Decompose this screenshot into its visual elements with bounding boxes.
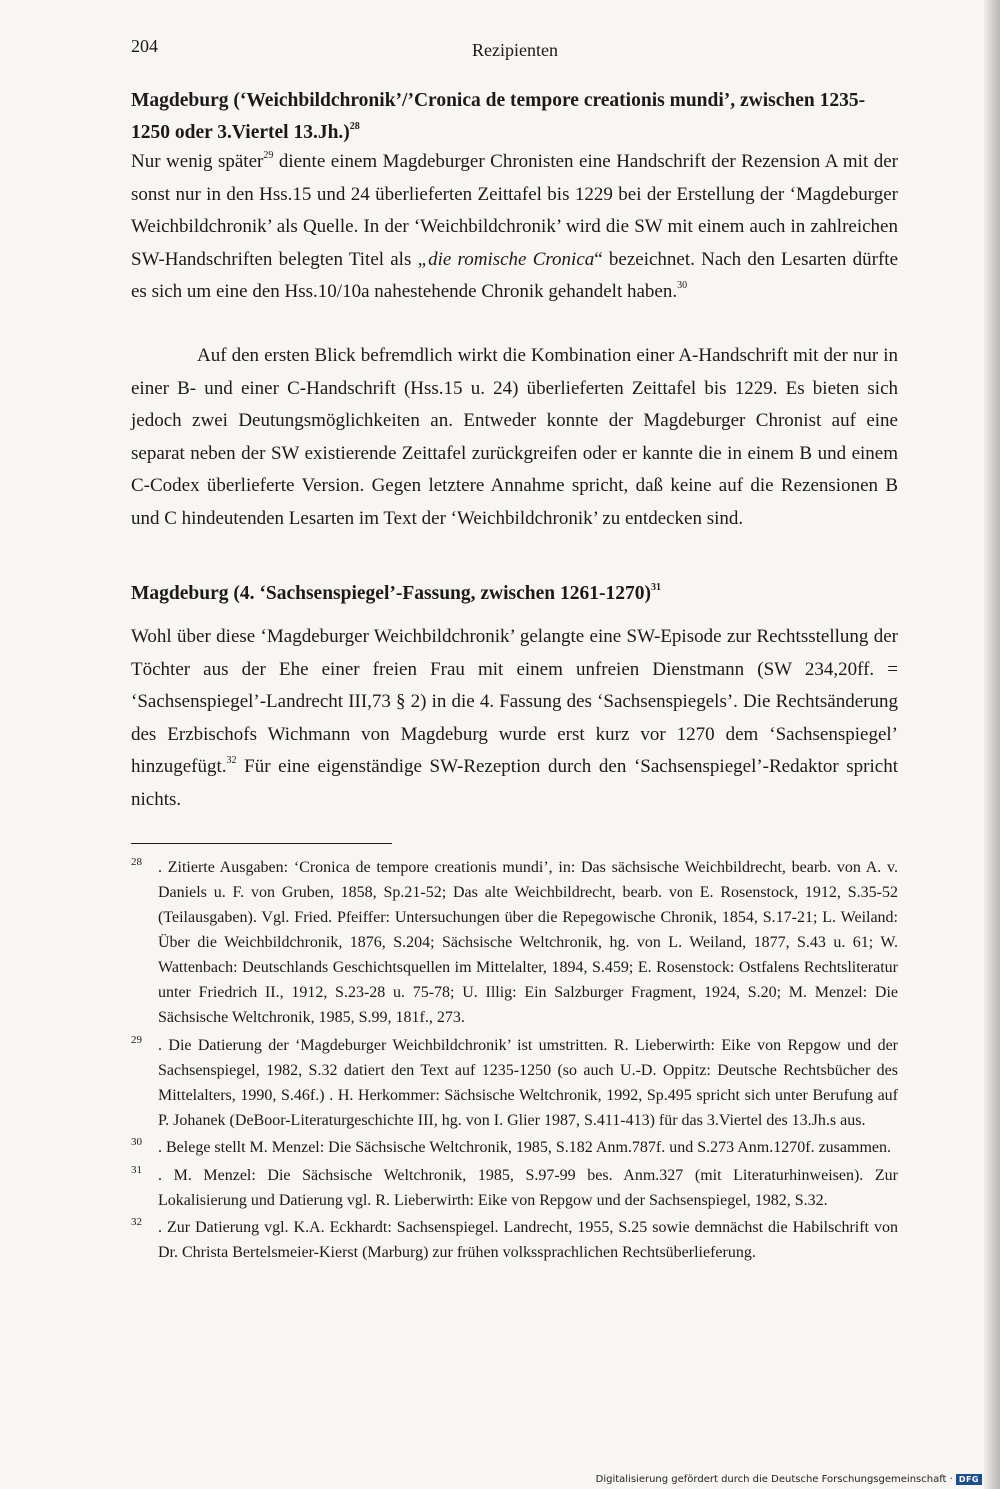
footnote: 28 . Zitierte Ausgaben: ‘Cronica de tempore creationis mundi’, in: Das sächsische Weichbildrecht, bearb. von A. v. Daniels u. F. von Gruben, 1858, Sp.21-52; Das alte Weichbildrecht, bearb. von E. Rosenstock, 1912, S.35-52 (Teilausgaben). Vgl. Fried. Pfeiffer: Untersuchungen über die Repegowische Chronik, 1854, S.17-21; L. Weiland: Über die Weichbildchronik, 1876, S.204; Sächsische Weltchronik, hg. von L. Weiland, 1877, S.43 u. 61; W. Wattenbach: Deutschlands Geschichtsquellen im Mittelalter, 1894, S.459; E. Rosenstock: Ostfalens Rechtsliteratur unter Friedrich II., 1912, S.23-28 u. 75-78; U. Illig: Ein Salzburger Fragment, 1924, S.20; M. Menzel: Die Sächsische Weltchronik, 1985, S.99, 181f., 273. [131, 856, 898, 1026]
footnote-ref[interactable]: 30 [677, 280, 688, 292]
section-heading-sachsenspiegel: Magdeburg (4. ‘Sachsenspiegel’-Fassung, zwischen 1261-1270)$^{31}$ [131, 582, 661, 604]
footnote-ref[interactable]: 32 [226, 755, 237, 767]
page-number: 204 [131, 36, 158, 56]
footnote: 29 . Die Datierung der ‘Magdeburger Weichbildchronik’ ist umstritten. R. Lieberwirth: Eike von Repgow und der Sachsenspiegel, 1982, S.32 datiert den Text auf 1235-1250 (so auch U.-D. Oppitz: Deutsche Rechtsbücher des Mittelalters, 1990, S.46f.) . H. Herkommer: Sächsische Weltchronik, 1992, Sp.495 spricht sich unter Berufung auf P. Johanek (DeBoor-Literaturgeschichte III, hg. von I. Glier 1987, S.411-413) für das 3.Viertel des 13.Jh.s aus. [131, 1033, 898, 1129]
footnote: 31 . M. Menzel: Die Sächsische Weltchronik, 1985, S.97-99 bes. Anm.327 (mit Literaturhinweisen). Zur Lokalisierung und Datierung vgl. R. Lieberwirth: Eike von Repgow und der Sachsenspiegel, 1982, S.32. [131, 1163, 898, 1209]
footnote-number: 30 [131, 1136, 142, 1148]
footnote: 32 . Zur Datierung vgl. K.A. Eckhardt: Sachsenspiegel. Landrecht, 1955, S.25 sowie demnächst die Habilschrift von Dr. Christa Bertelsmeier-Kierst (Marburg) zur frühen volkssprachlichen Rechtsüberlieferung. [131, 1216, 898, 1261]
footnote-number: 28 [131, 856, 142, 868]
section-heading-weichbildchronik: Magdeburg (‘Weichbildchronik’/’Cronica de tempore creationis mundi’, zwischen 1235-1250 oder 3.Viertel 13.Jh.)$^{28}$ [131, 90, 866, 143]
footnote-ref[interactable]: 28 [349, 121, 360, 132]
footnote: 30 . Belege stellt M. Menzel: Die Sächsische Weltchronik, 1985, S.182 Anm.787f. und S.273 Anm.1270f. zusammen. [131, 1136, 891, 1156]
digitization-credit [596, 1474, 982, 1485]
paragraph: Wohl über diese ‘Magdeburger Weichbildchronik’ gelangte eine SW-Episode zur Rechtsstellung der Töchter aus der Ehe einer freien Frau mit einem unfreien Dienstmann (SW 234,20ff. = ‘Sachsenspiegel’-Landrecht III,73 § 2) in die 4. Fassung des ‘Sachsenspiegels’. Die Rechtsänderung des Erzbischofs Wichmann von Magdeburg wurde erst kurz vor 1270 dem ‘Sachsenspiegel’ hinzugefügt.$^{32}$ Für eine eigenständige SW-Rezeption durch den ‘Sachsenspiegel’-Redaktor spricht nichts. [131, 626, 898, 810]
footnote-number: 29 [131, 1033, 142, 1046]
footnote-divider [131, 843, 392, 844]
paragraph: Nur wenig später$^{29}$ diente einem Magdeburger Chronisten eine Handschrift der Rezension A mit der sonst nur in den Hss.15 und 24 überlieferten Zeittafel bis 1229 bei der Erstellung der ‘Magdeburger Weichbildchronik’ als Quelle. In der ‘Weichbildchronik’ wird die SW mit einem auch in zahlreichen SW-Handschriften belegten Titel als „die romische Cronica“ bezeichnet. Nach den Lesarten dürfte es sich um eine den Hss.10/10a nahestehende Chronik gehandelt haben.$^{30}$ [131, 150, 899, 303]
footnotes [131, 855, 898, 1268]
footnote-number: 31 [131, 1163, 142, 1176]
footnote-ref[interactable]: 29 [263, 150, 274, 161]
footnote-ref[interactable]: 31 [651, 582, 661, 593]
dfg-logo-icon: DFG [956, 1474, 982, 1485]
credit-text: Digitalisierung gefördert durch die Deutsche Forschungsgemeinschaft · [595, 1474, 953, 1485]
running-head: Rezipienten [472, 40, 558, 60]
paragraph: Auf den ersten Blick befremdlich wirkt die Kombination einer A-Handschrift mit der nur in einer B- und einer C-Handschrift (Hss.15 u. 24) überlieferten Zeittafel bis 1229. Es bieten sich jedoch zwei Deutungsmöglichkeiten an. Entweder konnte der Magdeburger Chronist auf eine separat neben der SW existierende Zeittafel zurückgreifen oder er kannte die in einem B und einem C-Codex überlieferte Version. Gegen letztere Annahme spricht, daß keine auf die Rezensionen B und C hindeutenden Lesarten im Text der ‘Weichbildchronik’ zu entdecken sind. [131, 345, 898, 529]
footnote-number: 32 [131, 1216, 142, 1228]
